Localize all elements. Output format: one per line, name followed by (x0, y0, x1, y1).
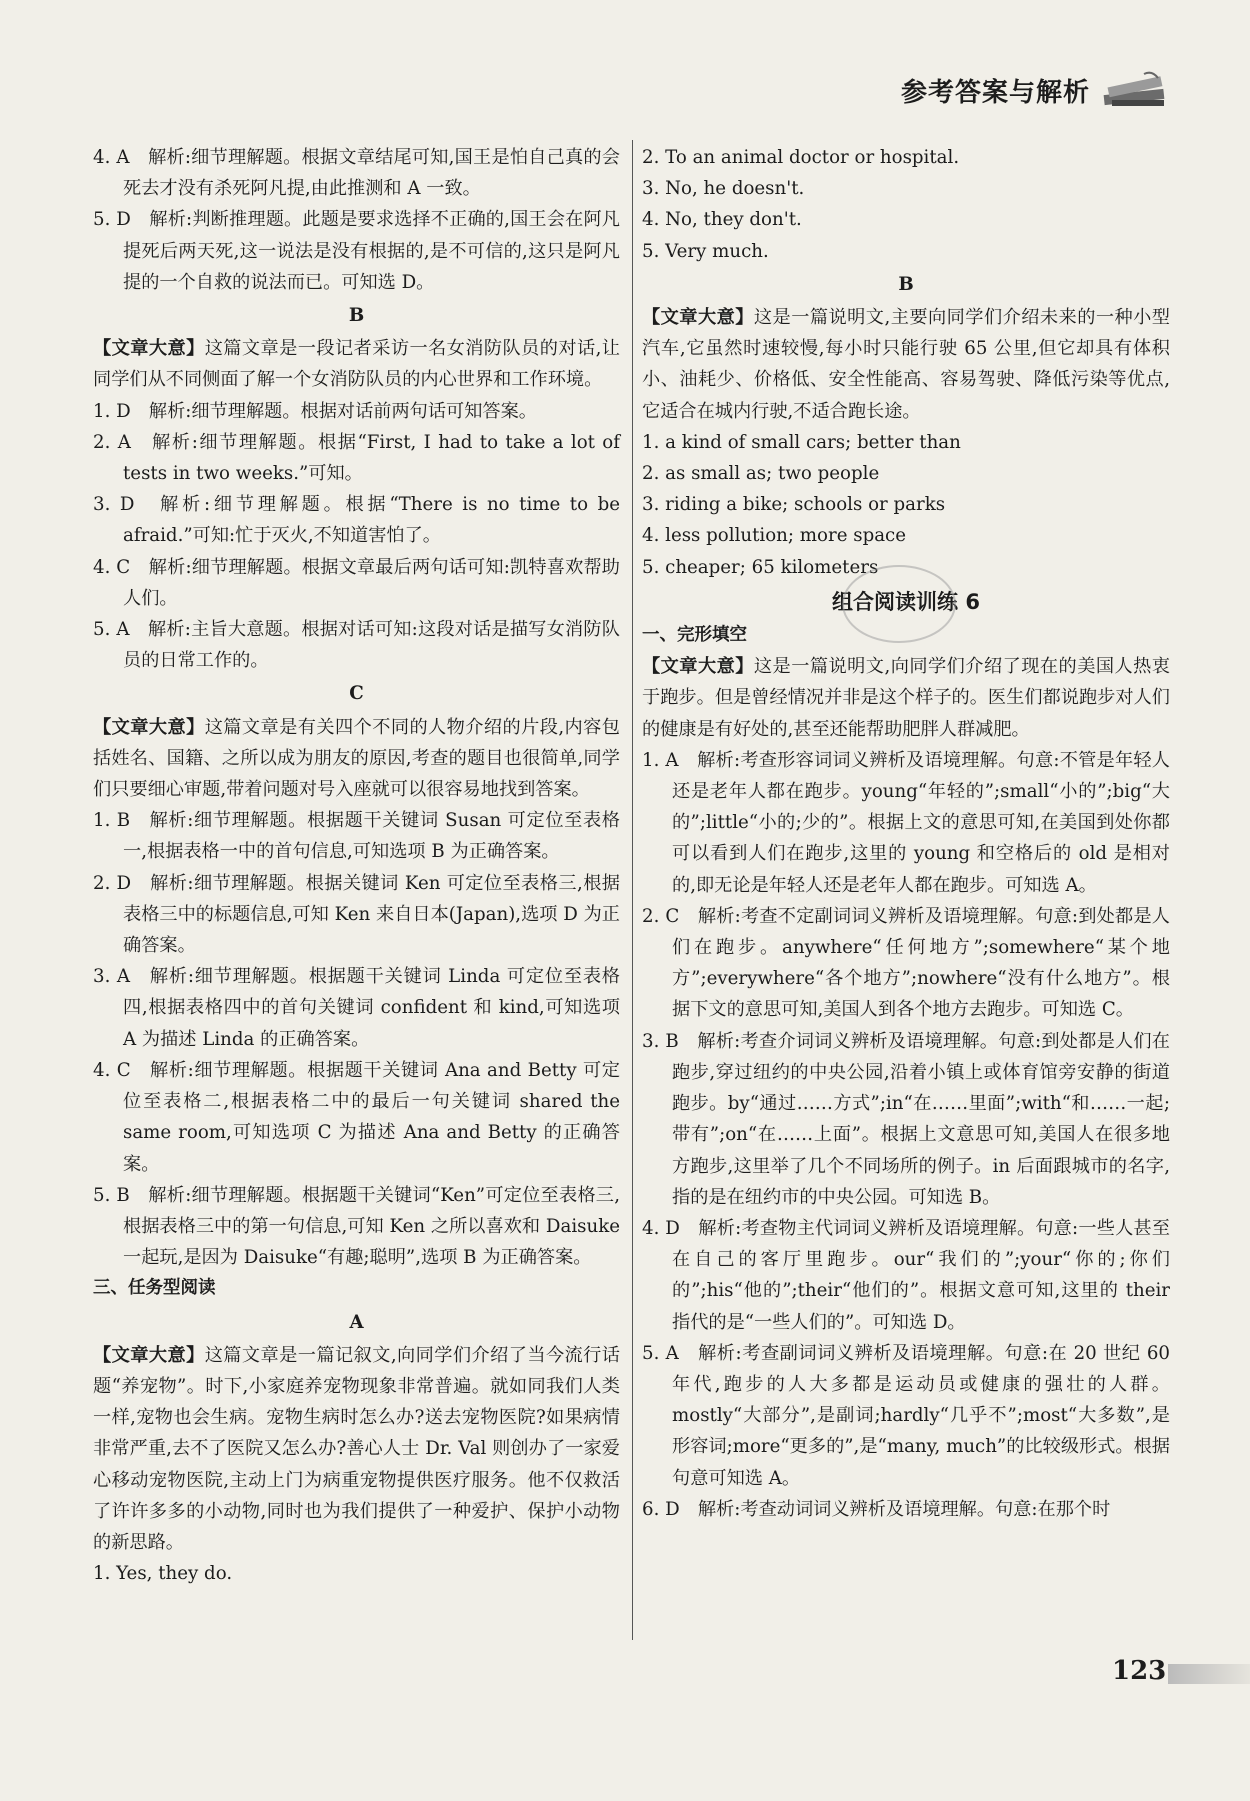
answer-item: 4. A 解析:细节理解题。根据文章结尾可知,国王是怕自己真的会死去才没有杀死阿凡提,由此推测和 A 一致。 (93, 147, 620, 200)
answer-item: 4. less pollution; more space (642, 525, 907, 547)
summary-text: 这是一篇说明文,主要向同学们介绍未来的一种小型汽车,它虽然时速较慢,每小时只能行驶 65 公里,但它却具有体积小、油耗少、价格低、安全性能高、容易驾驶、降低污染等优点,它适合在城内行驶,不适合跑长途。 (642, 307, 1170, 422)
answer-item: 2. as small as; two people (642, 463, 880, 485)
answer-item: 3. B 解析:考查介词词义辨析及语境理解。句意:到处都是人们在跑步,穿过纽约的中央公园,沿着小镇上或体育馆旁安静的街道跑步。by“通过……方式”;in“在……里面”;with“和……一起;带有”;on“在……上面”。根据上文意思可知,美国人在很多地方跑步,这里举了几个不同场所的例子。in 后面跟城市的名字,指的是在纽约市的中央公园。可知选 B。 (642, 1030, 1170, 1208)
summary-tag: 【文章大意】 (93, 716, 205, 738)
section-heading: 一、完形填空 (642, 625, 747, 646)
summary-text: 这篇文章是一段记者采访一名女消防队员的对话,让同学们从不同侧面了解一个女消防队员的内心世界和工作环境。 (93, 338, 620, 391)
article-summary (642, 651, 1170, 745)
answer-item: 2. A 解析:细节理解题。根据“First, I had to take a lot of tests in two weeks.”可知。 (93, 431, 620, 485)
summary-tag: 【文章大意】 (642, 307, 754, 329)
section-letter: A (349, 1311, 364, 1333)
section-letter: B (898, 273, 914, 295)
page-number: 123 (1112, 1656, 1167, 1686)
answer-item: 5. A 解析:主旨大意题。根据对话可知:这段对话是描写女消防队员的日常工作的。 (93, 619, 620, 672)
summary-tag: 【文章大意】 (642, 656, 754, 678)
article-summary (642, 302, 1170, 427)
article-summary (93, 712, 620, 806)
summary-text: 这篇文章是一篇记叙文,向同学们介绍了当今流行话题“养宠物”。时下,小家庭养宠物现象非常普遍。就如同我们人类一样,宠物也会生病。宠物生病时怎么办?送去宠物医院?如果病情非常严重,去不了医院又怎么办?善心人士 Dr. Val 则创办了一家爱心移动宠物医院,主动上门为病重宠物提供医疗服务。他不仅救活了许许多多的小动物,同时也为我们提供了一种爱护、保护小动物的新思路。 (93, 1344, 620, 1553)
article-summary (93, 333, 620, 395)
answer-item: 5. D 解析:判断推理题。此题是要求选择不正确的,国王会在阿凡提死后两天死,这一说法是没有根据的,是不可信的,这只是阿凡提的一个自救的说法而已。可知选 D。 (93, 209, 620, 293)
page-header (901, 70, 1170, 110)
summary-text: 这是一篇说明文,向同学们介绍了现在的美国人热衷于跑步。但是曾经情况并非是这个样子的。医生们都说跑步对人们的健康是有好处的,甚至还能帮助肥胖人群减肥。 (642, 656, 1170, 740)
section-heading: 三、任务型阅读 (93, 1278, 216, 1299)
answer-item: 1. A 解析:考查形容词词义辨析及语境理解。句意:不管是年轻人还是老年人都在跑步。young“年轻的”;small“小的”;big“大的”;little“小的;少的”。根据上文的意思可知,在美国到处你都可以看到人们在跑步,这里的 young 和空格后的 old 是相对的,即无论是年轻人还是老年人都在跑步。可知选 A。 (642, 749, 1170, 896)
answer-item: 2. To an animal doctor or hospital. (642, 147, 960, 168)
column-divider (632, 140, 633, 1640)
section-letter: C (349, 683, 364, 705)
answer-item: 5. A 解析:考查副词词义辨析及语境理解。句意:在 20 世纪 60 年代,跑步的人大多都是运动员或健康的强壮的人群。mostly“大部分”,是副词;hardly“几乎不”;most“大多数”,是形容词;more“更多的”,是“many, much”的比较级形式。根据句意可知选 A。 (642, 1342, 1170, 1489)
summary-tag: 【文章大意】 (93, 338, 205, 360)
answer-item: 6. D 解析:考查动词词义辨析及语境理解。句意:在那个时 (642, 1498, 1111, 1520)
section-letter: B (348, 305, 365, 327)
answer-item: 1. a kind of small cars; better than (642, 431, 961, 453)
stamp-mark (842, 565, 956, 643)
answer-item: 3. D 解析:细节理解题。根据“There is no time to be afraid.”可知:忙于灭火,不知道害怕了。 (93, 494, 620, 547)
answer-item: 5. cheaper; 65 kilometers (642, 556, 879, 578)
answer-item: 3. riding a bike; schools or parks (642, 494, 946, 516)
page-number-bar (1168, 1664, 1250, 1684)
answer-item: 2. D 解析:细节理解题。根据关键词 Ken 可定位至表格三,根据表格三中的标题信息,可知 Ken 来自日本(Japan),选项 D 为正确答案。 (93, 872, 620, 957)
answer-item: 5. Very much. (642, 240, 769, 262)
book-stack-icon (1100, 70, 1170, 110)
training-title: 组合阅读训练 6 (832, 589, 980, 614)
answer-item: 1. B 解析:细节理解题。根据题干关键词 Susan 可定位至表格一,根据表格一中的首句信息,可知选项 B 为正确答案。 (93, 810, 620, 863)
answer-item: 1. D 解析:细节理解题。根据对话前两句话可知答案。 (93, 400, 537, 422)
answer-item: 4. C 解析:细节理解题。根据文章最后两句话可知:凯特喜欢帮助人们。 (93, 556, 620, 609)
summary-tag: 【文章大意】 (93, 1344, 205, 1366)
header-title: 参考答案与解析 (900, 77, 1090, 108)
answer-item: 1. Yes, they do. (93, 1563, 233, 1585)
answer-item: 4. No, they don't. (642, 209, 802, 231)
answer-item: 4. C 解析:细节理解题。根据题干关键词 Ana and Betty 可定位至表格二,根据表格二中的最后一句关键词 shared the same room,可知选项 C 为描述 Ana and Betty 的正确答案。 (93, 1059, 620, 1175)
right-column (642, 142, 1170, 1525)
answer-item: 4. D 解析:考查物主代词词义辨析及语境理解。句意:一些人甚至在自己的客厅里跑步。our“我们的”;your“你的;你们的”;his“他的”;their“他们的”。根据文意可知,这里的 their 指代的是“一些人们的”。可知选 D。 (642, 1217, 1170, 1333)
answer-item: 3. No, he doesn't. (642, 178, 805, 200)
answer-item: 2. C 解析:考查不定副词词义辨析及语境理解。句意:到处都是人们在跑步。anywhere“任何地方”;somewhere“某个地方”;everywhere“各个地方”;nowhere“没有什么地方”。根据下文的意思可知,美国人到各个地方去跑步。可知选 C。 (642, 905, 1170, 1021)
left-column (93, 142, 620, 1589)
answer-item: 5. B 解析:细节理解题。根据题干关键词“Ken”可定位至表格三,根据表格三中的第一句信息,可知 Ken 之所以喜欢和 Daisuke 一起玩,是因为 Daisuke“有趣;聪明”,选项 B 为正确答案。 (93, 1184, 620, 1269)
answer-item: 3. A 解析:细节理解题。根据题干关键词 Linda 可定位至表格四,根据表格四中的首句关键词 confident 和 kind,可知选项 A 为描述 Linda 的正确答案。 (93, 966, 620, 1050)
article-summary (93, 1340, 620, 1558)
summary-text: 这篇文章是有关四个不同的人物介绍的片段,内容包括姓名、国籍、之所以成为朋友的原因,考查的题目也很简单,同学们只要细心审题,带着问题对号入座就可以很容易地找到答案。 (93, 716, 620, 801)
